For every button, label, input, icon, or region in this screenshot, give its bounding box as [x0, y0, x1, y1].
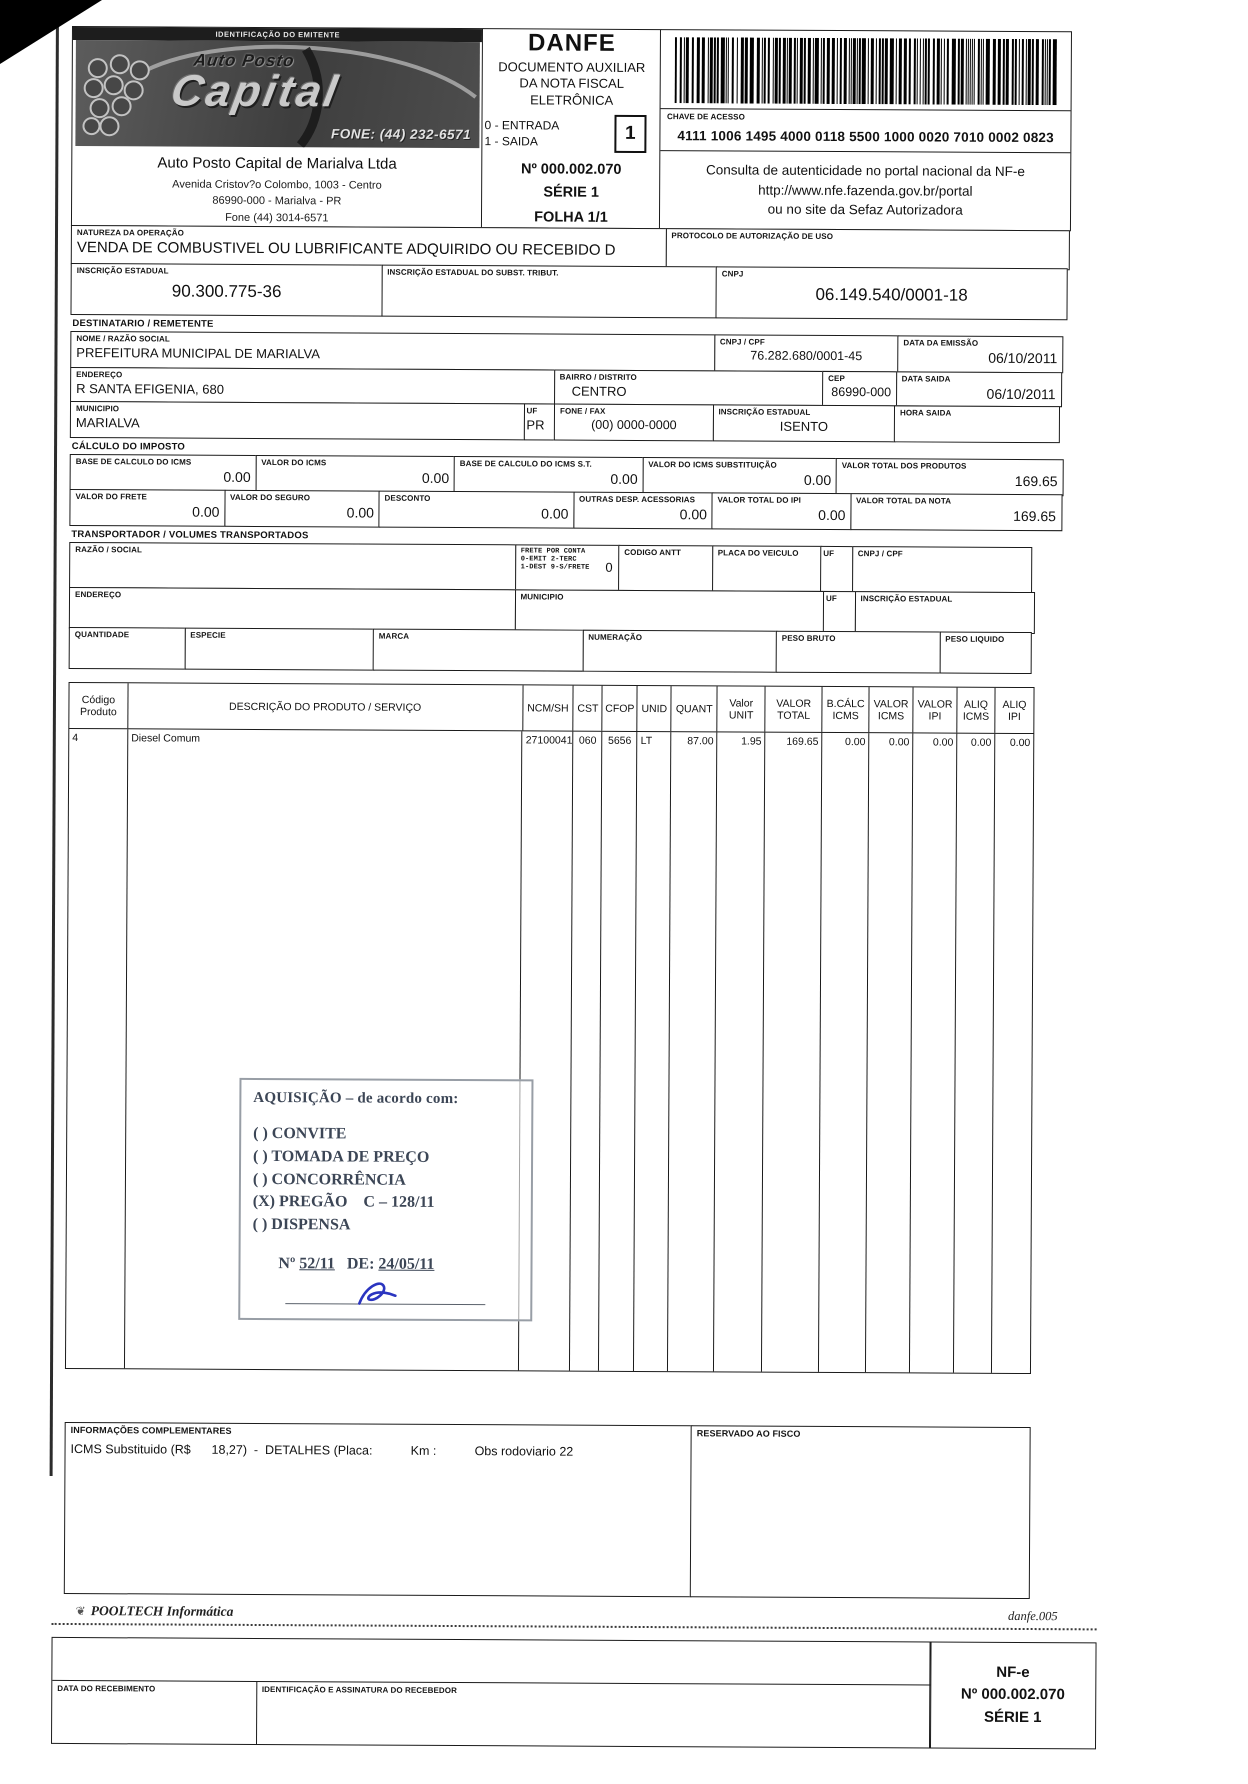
field-label: INSCRIÇÃO ESTADUAL	[718, 407, 811, 417]
field-label: VALOR DO FRETE	[75, 492, 148, 502]
emitter-address-line2: 86990-000 - Marialva - PR	[212, 194, 342, 208]
field-ie-transportador	[854, 591, 1034, 634]
cell-valor-total: 169.65	[762, 733, 822, 1372]
field-valor-frete	[69, 489, 225, 527]
field-codigo-antt	[618, 545, 713, 591]
field-value: PR	[526, 417, 545, 433]
field-valor-total-ipi	[711, 493, 851, 531]
field-label: NUMERAÇÃO	[588, 632, 643, 643]
field-label: ENDEREÇO	[76, 369, 123, 379]
field-label: OUTRAS DESP. ACESSORIAS	[579, 494, 696, 505]
pooltech-brand: POOLTECH Informática	[90, 1603, 234, 1620]
field-value: 76.282.680/0001-45	[750, 348, 863, 364]
field-value: 0.00	[803, 471, 832, 488]
stamp-option-concorrencia: ( ) CONCORRÊNCIA	[252, 1170, 406, 1189]
field-value: VENDA DE COMBUSTIVEL OU LUBRIFICANTE ADQUIRIDO OU RECEBIDO D	[76, 238, 616, 259]
field-label: QUANTIDADE	[74, 630, 130, 640]
transport-row-2	[69, 587, 1069, 634]
cell-valor-unit: 1.95	[714, 733, 765, 1372]
field-label: UF	[825, 593, 837, 603]
field-label: INSCRIÇÃO ESTADUAL DO SUBST. TRIBUT.	[387, 267, 559, 278]
receipt-nfe-number: Nº 000.002.070	[960, 1686, 1065, 1704]
field-natureza-operacao	[71, 224, 667, 267]
complementary-section	[64, 1422, 1031, 1599]
field-label: ENDEREÇO	[75, 589, 122, 599]
emitter-name: Auto Posto Capital de Marialva Ltda	[157, 153, 397, 173]
field-label: VALOR DO SEGURO	[230, 493, 311, 503]
grapes-icon	[81, 52, 167, 140]
field-valor-total-produtos	[836, 458, 1064, 496]
field-value: 0.00	[679, 506, 707, 523]
cell-bcalc-icms: 0.00	[819, 733, 869, 1372]
field-value: PREFEITURA MUNICIPAL DE MARIALVA	[76, 345, 321, 362]
field-label: VALOR TOTAL DO IPI	[717, 495, 801, 506]
cell-cfop: 5656	[599, 732, 637, 1371]
field-value: 0	[605, 559, 613, 576]
field-label: BAIRRO / DISTRITO	[559, 372, 637, 382]
field-value: 90.300.775-36	[171, 281, 282, 302]
stamp-signature-line	[285, 1277, 485, 1305]
field-protocolo	[665, 228, 1069, 270]
barcode	[675, 37, 1057, 105]
transport-row-1	[69, 542, 1069, 593]
col-quant: QUANT	[672, 686, 718, 731]
product-table-header	[68, 682, 1034, 734]
access-key-zone	[661, 109, 1071, 153]
field-value: CENTRO	[571, 383, 627, 399]
field-valor-total-nota	[850, 493, 1062, 531]
field-razao-social	[69, 542, 516, 590]
field-inscricao-destinatario	[712, 404, 895, 442]
cell-valor-icms: 0.00	[866, 733, 913, 1372]
print-footer	[64, 1603, 1064, 1626]
col-ncm: NCM/SH	[523, 686, 574, 731]
field-label: VALOR TOTAL DOS PRODUTOS	[841, 460, 967, 471]
col-valor-ipi: VALOR IPI	[913, 688, 957, 733]
field-label: VALOR TOTAL DA NOTA	[856, 496, 952, 506]
col-valor-icms: VALOR ICMS	[869, 687, 913, 732]
field-label: DATA SAIDA	[901, 373, 951, 384]
tax-section-label: CÁLCULO DO IMPOSTO	[71, 440, 186, 453]
field-label: VALOR DO ICMS	[261, 457, 327, 468]
cell-valor-ipi: 0.00	[910, 734, 957, 1373]
field-label: NATUREZA DA OPERAÇÃO	[76, 227, 184, 238]
stamp-date-value: 24/05/11	[378, 1255, 435, 1273]
field-bairro	[554, 369, 824, 406]
field-cnpj-emitente	[715, 266, 1067, 320]
receipt-fields-row	[52, 1681, 930, 1748]
field-value: MARIALVA	[75, 414, 140, 431]
signature-icon	[355, 1277, 399, 1311]
col-cfop: CFOP	[603, 686, 638, 731]
field-value: 169.65	[1013, 508, 1056, 525]
emitter-address-line3: Fone (44) 3014-6571	[225, 211, 329, 224]
field-uf2-transporte	[823, 591, 856, 633]
access-key-label: CHAVE DE ACESSO	[666, 112, 745, 122]
access-key-value: 4111 1006 1495 4000 0118 5500 1000 0020 7010 0002 0823	[677, 128, 1054, 146]
recipient-section-label: DESTINATARIO / REMETENTE	[72, 318, 214, 330]
field-inscricao-estadual	[70, 263, 382, 317]
field-value: (00) 0000-0000	[591, 417, 677, 433]
danfe-doc-ref: danfe.005	[1007, 1609, 1058, 1624]
danfe-entry-exit-lines	[484, 117, 559, 150]
field-label: NOME / RAZÃO SOCIAL	[76, 334, 170, 344]
danfe-entrada-label: 0 - ENTRADA	[484, 117, 560, 133]
col-valor-unit: Valor UNIT	[718, 687, 766, 732]
field-label: BASE DE CALCULO DO ICMS	[75, 456, 192, 467]
field-especie	[184, 628, 374, 671]
emitter-address-line1: Avenida Cristov?o Colombo, 1003 - Centro	[172, 178, 382, 192]
field-label: DATA DO RECEBIMENTO	[57, 1684, 156, 1694]
field-label: MUNICIPIO	[75, 403, 120, 413]
field-quantidade	[69, 627, 186, 670]
logo-phone-text: FONE: (44) 232-6571	[330, 125, 472, 142]
field-label: INSCRIÇÃO ESTADUAL	[860, 593, 953, 604]
field-endereco-transportador	[69, 587, 516, 631]
field-base-icms-st	[454, 456, 644, 494]
field-value: 0.00	[541, 505, 569, 522]
cell-descricao	[125, 729, 523, 1370]
field-value: 169.65	[1014, 472, 1058, 490]
transport-row-3	[69, 627, 1069, 674]
field-label: VALOR DO ICMS SUBSTITUIÇÃO	[648, 459, 777, 470]
field-value: 0.00	[818, 507, 846, 524]
stamp-num-value: 52/11	[299, 1254, 335, 1273]
stamp-option-dispensa: ( ) DISPENSA	[252, 1216, 351, 1234]
access-key-box	[659, 29, 1072, 231]
field-label: CNPJ	[721, 269, 744, 279]
field-data-saida	[896, 371, 1062, 408]
field-value: 0.00	[610, 470, 638, 487]
acquisition-stamp	[238, 1078, 533, 1321]
authenticity-note: Consulta de autenticidade no portal nacional da NF-e http://www.nfe.fazenda.gov.br/portal ou no site da Sefaz Autorizadora	[705, 162, 1025, 218]
col-cst: CST	[574, 686, 603, 731]
field-value: R SANTA EFIGENIA, 680	[76, 380, 225, 397]
product-description: Diesel Comum	[131, 732, 201, 745]
field-base-icms	[70, 454, 257, 492]
danfe-saida-label: 1 - SAIDA	[484, 133, 538, 149]
field-label: INSCRIÇÃO ESTADUAL	[76, 266, 169, 276]
complementary-box	[64, 1422, 693, 1597]
transport-section-label: TRANSPORTADOR / VOLUMES TRANSPORTADOS	[71, 529, 309, 542]
field-marca	[373, 629, 584, 672]
field-label: CEP	[828, 373, 845, 383]
field-value: 06/10/2011	[986, 385, 1056, 402]
receipt-nfe-series: SÉRIE 1	[983, 1708, 1042, 1727]
field-valor-icms	[255, 455, 455, 493]
col-aliq-icms: ALIQ ICMS	[957, 688, 995, 733]
field-peso-liquido	[939, 632, 1031, 674]
field-municipio-transportador	[514, 589, 824, 633]
logo-capital-text: Capital	[167, 66, 344, 117]
receipt-nfe-title: NF-e	[996, 1663, 1030, 1681]
field-label: MUNICIPIO	[520, 592, 564, 602]
field-label: FRETE POR CONTA 0-EMIT 2-TERC 1-DEST 9-S/FRETE	[520, 547, 590, 572]
field-label: PESO BRUTO	[781, 633, 836, 644]
stamp-number-line	[252, 1255, 518, 1274]
logo-auto-posto-text: Auto Posto	[192, 50, 296, 71]
cell-aliq-ipi: 0.00	[1009, 737, 1031, 750]
danfe-entry-exit	[482, 114, 660, 153]
scan-page-edge	[50, 6, 59, 1476]
col-bcalc-icms: B.CÁLC ICMS	[823, 687, 870, 732]
stamp-title: AQUISIÇÃO – de acordo com:	[253, 1090, 459, 1108]
cell-aliq-icms: 0.00	[954, 734, 995, 1373]
field-value: 0.00	[192, 504, 220, 521]
fisco-label: RESERVADO AO FISCO	[696, 1428, 801, 1440]
stamp-date-label: DE:	[346, 1255, 375, 1273]
field-inscricao-subst	[381, 265, 717, 319]
complementary-label: INFORMAÇÕES COMPLEMENTARES	[70, 1425, 232, 1437]
field-label: PROTOCOLO DE AUTORIZAÇÃO DE USO	[671, 230, 834, 241]
field-municipio	[70, 401, 525, 440]
field-valor-icms-subst	[642, 457, 837, 495]
field-cnpj-transportador	[852, 546, 1032, 593]
field-nome-razao	[70, 331, 715, 371]
field-value: 0.00	[421, 469, 450, 486]
danfe-type-box: 1	[614, 115, 646, 153]
field-value: 0.00	[223, 468, 251, 485]
emitter-logo	[75, 40, 479, 148]
field-uf-transporte	[820, 546, 853, 592]
field-label: BASE DE CALCULO DO ICMS S.T.	[459, 458, 592, 469]
stamp-option-tomada: ( ) TOMADA DE PREÇO	[252, 1147, 430, 1166]
cell-quant: 87.00	[668, 732, 717, 1371]
field-value: ISENTO	[779, 418, 829, 434]
field-frete-por-conta	[515, 545, 620, 592]
field-value: 06.149.540/0001-18	[815, 285, 968, 305]
field-cep	[822, 370, 897, 406]
cell-unid: LT	[634, 732, 671, 1371]
recipient-row-3	[70, 401, 1070, 443]
field-label: HORA SAIDA	[899, 408, 952, 418]
field-endereco	[70, 366, 555, 404]
field-value: 06/10/2011	[988, 349, 1058, 367]
emitter-address	[72, 176, 482, 228]
danfe-sheet: FOLHA 1/1	[534, 209, 608, 226]
col-unid: UNID	[638, 686, 672, 731]
receipt-nfe-box	[929, 1642, 1096, 1750]
product-table-body	[65, 729, 1034, 1374]
field-placa-veiculo	[712, 546, 822, 593]
field-hora-saida	[894, 405, 1060, 443]
tax-row-2	[69, 489, 1069, 531]
field-valor-seguro	[224, 490, 380, 528]
col-valor-total: VALOR TOTAL	[766, 687, 823, 732]
field-data-recebimento	[52, 1681, 257, 1744]
field-label: PLACA DO VEICULO	[717, 548, 799, 558]
pooltech-logo-icon: ❦	[75, 1604, 86, 1619]
field-label: UF	[823, 549, 835, 559]
field-uf	[523, 403, 555, 440]
danfe-number: Nº 000.002.070	[520, 161, 622, 178]
complementary-text: ICMS Substituido (R$ 18,27) - DETALHES (Placa: Km : Obs rodoviario 22	[70, 1441, 574, 1459]
field-label: UF	[526, 406, 538, 416]
emitter-section-label: IDENTIFICAÇÃO DO EMITENTE	[73, 27, 483, 42]
product-table	[65, 682, 1035, 1374]
field-label: MARCA	[378, 631, 410, 641]
field-label: ESPECIE	[190, 630, 226, 641]
danfe-box	[481, 28, 662, 229]
cell-cst: 060	[570, 732, 602, 1371]
field-outras-despesas	[573, 492, 713, 530]
receipt-blank-row	[52, 1638, 930, 1686]
danfe-subtitle: DOCUMENTO AUXILIAR DA NOTA FISCAL ELETRÔNICA	[498, 59, 646, 108]
cell-codigo: 4	[66, 729, 128, 1368]
barcode-zone	[661, 30, 1071, 111]
danfe-series: SÉRIE 1	[543, 184, 599, 201]
emitter-box	[71, 26, 484, 228]
field-label: CNPJ / CPF	[719, 337, 765, 347]
receipt-left-box	[51, 1637, 932, 1749]
field-cnpj-cpf	[714, 334, 899, 372]
stamp-num-label: Nº	[278, 1254, 296, 1272]
col-descricao: DESCRIÇÃO DO PRODUTO / SERVIÇO	[128, 683, 523, 730]
field-label: DATA DA EMISSÃO	[903, 338, 979, 348]
cell-ncm: 27100041	[519, 732, 573, 1371]
field-value: 86990-000	[831, 384, 892, 399]
field-value: 0.00	[346, 504, 374, 521]
stamp-options	[253, 1123, 520, 1238]
col-aliq-ipi: ALIQ IPI	[1002, 698, 1027, 723]
receipt-stub	[51, 1637, 1097, 1749]
header-section	[71, 26, 1072, 231]
field-label: IDENTIFICAÇÃO E ASSINATURA DO RECEBEDOR	[261, 1685, 458, 1696]
col-codigo-produto: Código Produto	[69, 683, 128, 728]
field-label: RAZÃO / SOCIAL	[75, 545, 143, 555]
field-data-emissao	[897, 335, 1063, 373]
stamp-option-pregao: (X) PREGÃO C – 128/11	[252, 1193, 435, 1212]
field-fone-fax	[554, 403, 714, 441]
field-label: CNPJ / CPF	[857, 549, 903, 559]
field-label: PESO LIQUIDO	[945, 634, 1005, 645]
fisco-box	[690, 1425, 1031, 1599]
danfe-document	[57, 26, 1072, 1749]
field-peso-bruto	[776, 631, 941, 674]
danfe-title: DANFE	[528, 29, 616, 57]
field-label: DESCONTO	[384, 493, 431, 504]
field-label: FONE / FAX	[559, 406, 606, 416]
field-desconto	[378, 491, 574, 529]
field-assinatura-recebedor	[257, 1682, 931, 1748]
stamp-option-convite: ( ) CONVITE	[253, 1125, 347, 1143]
field-label: CODIGO ANTT	[624, 548, 682, 558]
registration-row	[70, 263, 1070, 320]
field-numeracao	[582, 630, 777, 673]
